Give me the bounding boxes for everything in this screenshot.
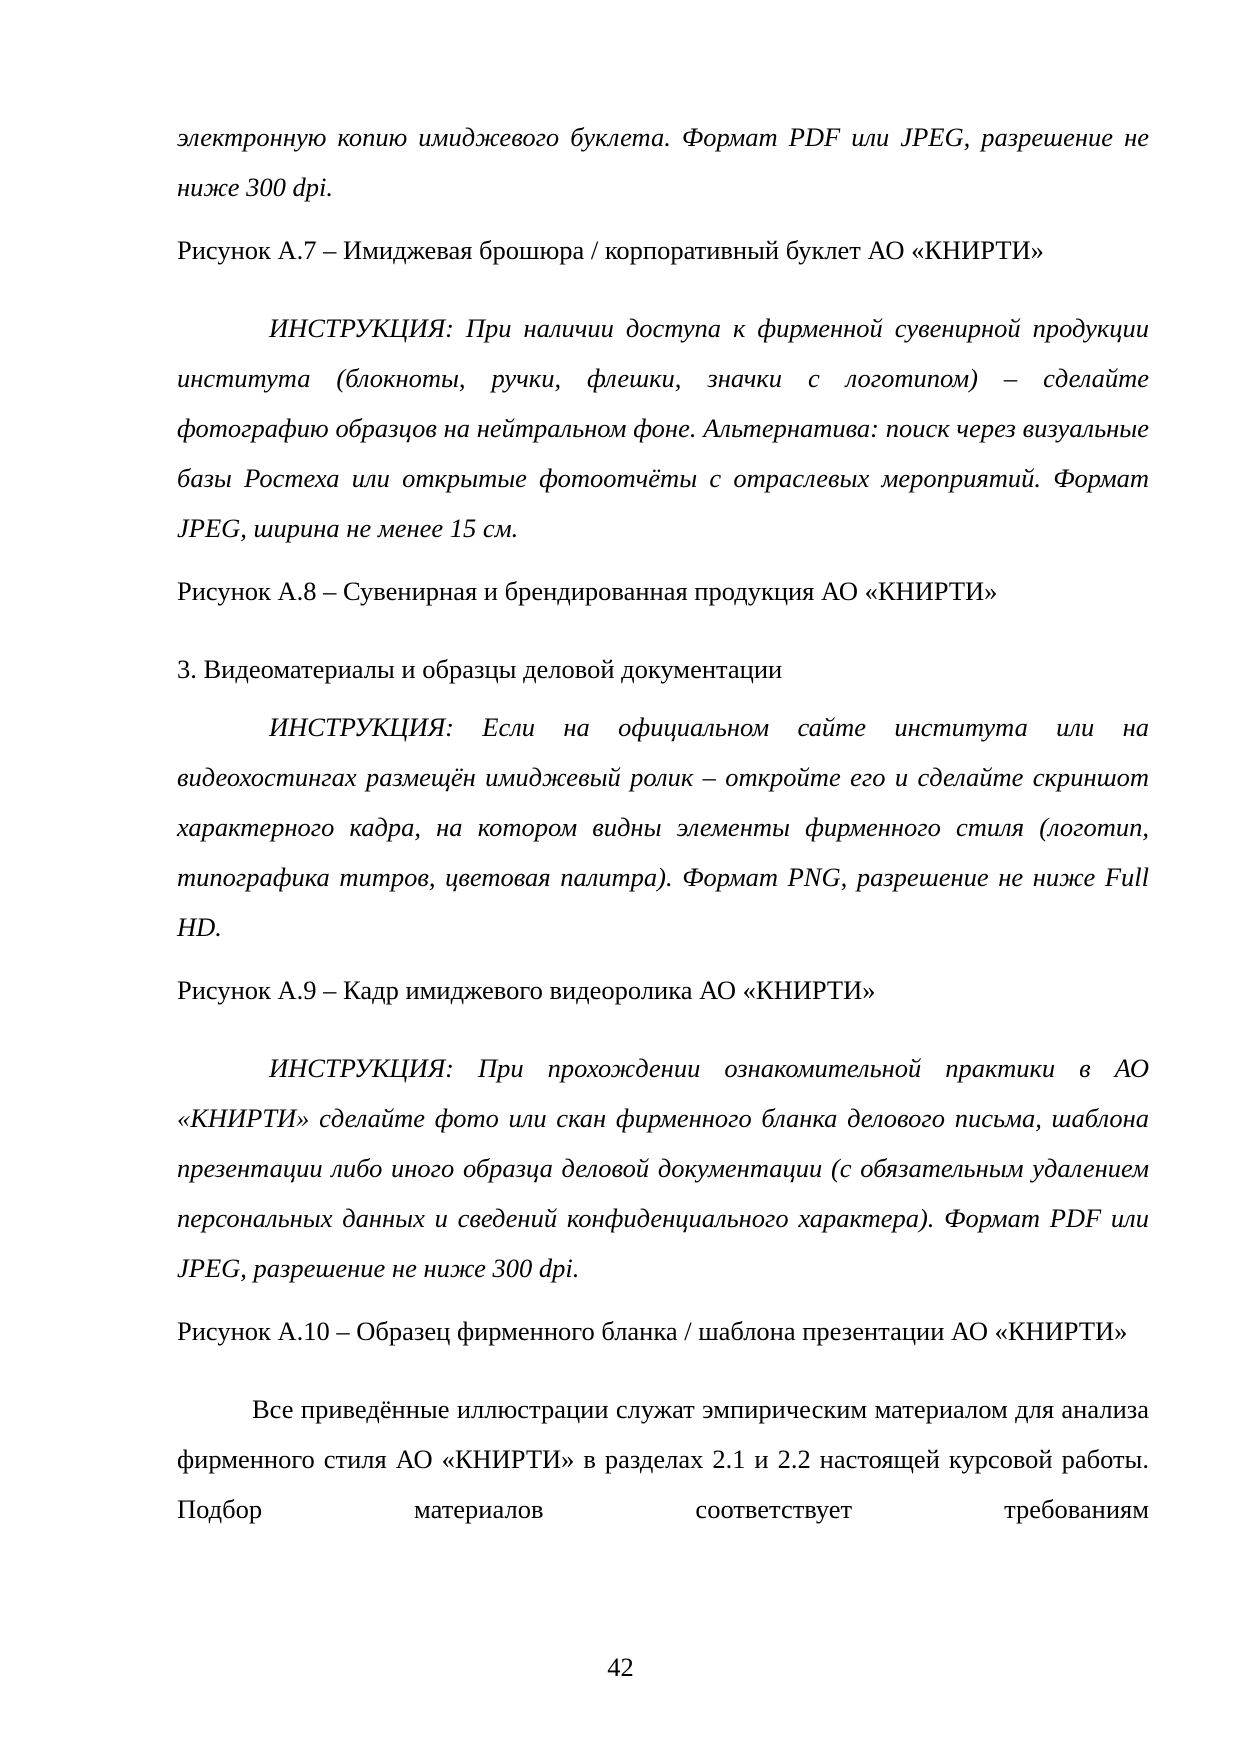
page-content bbox=[177, 112, 1149, 1534]
section-heading-3: 3. Видеоматериалы и образцы деловой документации bbox=[177, 654, 783, 684]
figure-caption-a10: Рисунок А.10 – Образец фирменного бланка / шаблона презентации АО «КНИРТИ» bbox=[177, 1316, 1128, 1346]
figure-caption-a7: Рисунок А.7 – Имиджевая брошюра / корпоративный буклет АО «КНИРТИ» bbox=[177, 235, 1044, 265]
page-number: 42 bbox=[607, 1652, 634, 1682]
instruction-a8: ИНСТРУКЦИЯ: При наличии доступа к фирменной сувенирной продукции института (блокноты, ручки, флешки, значки с логотипом) – сделайте фотографию образцов на нейтральном фоне. Альтернатива: поиск через визуальные базы Ростеха или открытые фотоотчёты с отраслевых мероприятий. Формат JPEG, ширина не менее 15 см. bbox=[177, 313, 1149, 543]
instruction-continuation: электронную копию имиджевого буклета. Формат PDF или JPEG, разрешение не ниже 300 dpi. bbox=[177, 122, 1149, 202]
figure-caption-a8: Рисунок А.8 – Сувенирная и брендированная продукция АО «КНИРТИ» bbox=[177, 576, 998, 606]
conclusion-paragraph: Все приведённые иллюстрации служат эмпирическим материалом для анализа фирменного стиля АО «КНИРТИ» в разделах 2.1 и 2.2 настоящей курсовой работы. Подбор материалов соответствует требованиям bbox=[177, 1394, 1149, 1524]
instruction-a10: ИНСТРУКЦИЯ: При прохождении ознакомительной практики в АО «КНИРТИ» сделайте фото или скан фирменного бланка делового письма, шаблона презентации либо иного образца деловой документации (с обязательным удалением персональных данных и сведений конфиденциального характера). Формат PDF или JPEG, разрешение не ниже 300 dpi. bbox=[177, 1053, 1149, 1283]
instruction-a9: ИНСТРУКЦИЯ: Если на официальном сайте института или на видеохостингах размещён имиджевый ролик – откройте его и сделайте скриншот характерного кадра, на котором видны элементы фирменного стиля (логотип, типографика титров, цветовая палитра). Формат PNG, разрешение не ниже Full HD. bbox=[177, 712, 1149, 942]
figure-caption-a9: Рисунок А.9 – Кадр имиджевого видеоролика АО «КНИРТИ» bbox=[177, 975, 876, 1005]
